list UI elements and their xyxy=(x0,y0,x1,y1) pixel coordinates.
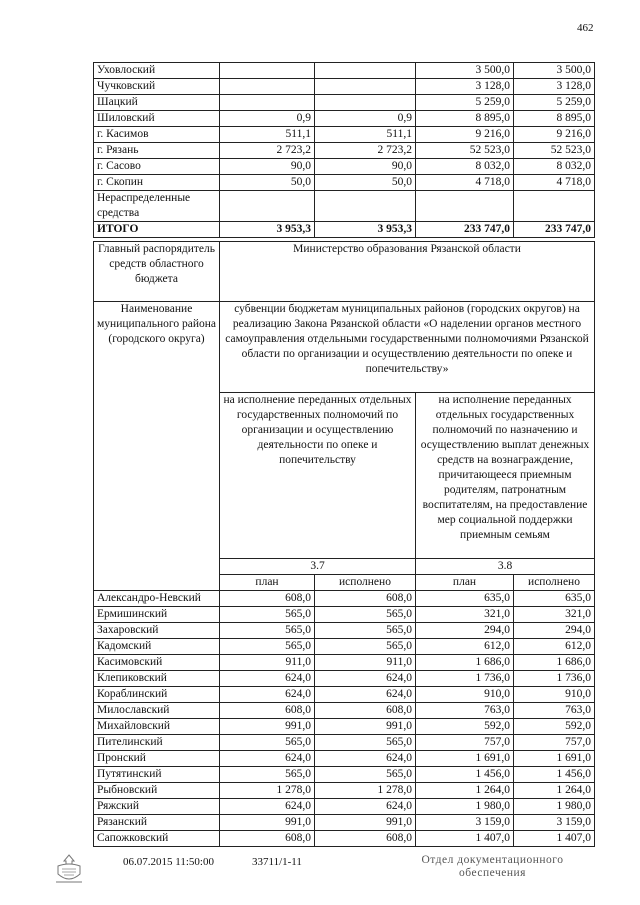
table-row xyxy=(94,767,595,783)
header-plan-a: план xyxy=(220,575,315,591)
total-label: ИТОГО xyxy=(94,222,220,238)
table-row xyxy=(94,831,595,847)
row-value-b2: 592,0 xyxy=(514,719,595,735)
row-name: Ермишинский xyxy=(94,607,220,623)
row-value-c3: 3 500,0 xyxy=(416,63,514,79)
row-name: г. Касимов xyxy=(94,127,220,143)
row-value-c3: 8 032,0 xyxy=(416,159,514,175)
table-row xyxy=(94,815,595,831)
table-row xyxy=(94,735,595,751)
table-row xyxy=(94,111,595,127)
row-value-c3: 9 216,0 xyxy=(416,127,514,143)
header-distributor-value: Министерство образования Рязанской области xyxy=(220,242,595,302)
row-value-b1: 1 686,0 xyxy=(416,655,514,671)
row-value-a1: 624,0 xyxy=(220,671,315,687)
row-value-b1: 1 456,0 xyxy=(416,767,514,783)
row-value-b2: 1 686,0 xyxy=(514,655,595,671)
row-value-b1: 3 159,0 xyxy=(416,815,514,831)
row-value-b2: 1 980,0 xyxy=(514,799,595,815)
row-value-c3: 4 718,0 xyxy=(416,175,514,191)
header-subtitle-a: на исполнение переданных отдельных государственных полномочий по организации и осуществлению деятельности по опеке и попечительству xyxy=(220,393,416,559)
row-value-b2: 1 264,0 xyxy=(514,783,595,799)
table-row xyxy=(94,639,595,655)
row-name: Касимовский xyxy=(94,655,220,671)
row-value-c1 xyxy=(220,95,315,111)
footer-department-stamp: Отдел документационного обеспечения xyxy=(421,854,564,879)
row-value-c3: 3 128,0 xyxy=(416,79,514,95)
row-value-c1 xyxy=(220,63,315,79)
total-value-c2: 3 953,3 xyxy=(315,222,416,238)
total-value-c3: 233 747,0 xyxy=(416,222,514,238)
row-value-a2: 991,0 xyxy=(315,719,416,735)
row-value-c1: 2 723,2 xyxy=(220,143,315,159)
header-label-distributor: Главный распорядитель средств областного бюджета xyxy=(94,242,220,302)
table-row xyxy=(94,159,595,175)
page-number: 462 xyxy=(577,22,594,34)
row-value-a1: 565,0 xyxy=(220,623,315,639)
row-name: Шиловский xyxy=(94,111,220,127)
row-value-b2: 757,0 xyxy=(514,735,595,751)
row-value-c4: 8 032,0 xyxy=(514,159,595,175)
row-value-b2: 612,0 xyxy=(514,639,595,655)
row-name: Пителинский xyxy=(94,735,220,751)
total-row xyxy=(94,222,595,238)
top-table-body xyxy=(94,63,595,238)
row-value-a2: 911,0 xyxy=(315,655,416,671)
row-value-c2 xyxy=(315,79,416,95)
row-value-b1: 910,0 xyxy=(416,687,514,703)
row-name: Кораблинский xyxy=(94,687,220,703)
row-value-a2: 608,0 xyxy=(315,831,416,847)
row-value-a1: 624,0 xyxy=(220,687,315,703)
row-value-a1: 624,0 xyxy=(220,799,315,815)
header-done-a: исполнено xyxy=(315,575,416,591)
main-table xyxy=(93,241,595,847)
row-name: Михайловский xyxy=(94,719,220,735)
row-value-c1: 50,0 xyxy=(220,175,315,191)
row-value-c2: 90,0 xyxy=(315,159,416,175)
row-value-a1: 565,0 xyxy=(220,735,315,751)
table-row xyxy=(94,63,595,79)
row-name: Милославский xyxy=(94,703,220,719)
row-value-c2 xyxy=(315,191,416,222)
row-name: Уховлоский xyxy=(94,63,220,79)
row-value-c3 xyxy=(416,191,514,222)
row-name: Рыбновский xyxy=(94,783,220,799)
row-value-a2: 608,0 xyxy=(315,591,416,607)
row-value-a1: 624,0 xyxy=(220,751,315,767)
row-value-c4: 3 500,0 xyxy=(514,63,595,79)
row-value-b1: 1 980,0 xyxy=(416,799,514,815)
row-value-b2: 1 456,0 xyxy=(514,767,595,783)
table-row xyxy=(94,783,595,799)
row-value-a1: 1 278,0 xyxy=(220,783,315,799)
row-value-a2: 608,0 xyxy=(315,703,416,719)
row-value-c4: 9 216,0 xyxy=(514,127,595,143)
row-name: Кадомский xyxy=(94,639,220,655)
row-value-c4: 4 718,0 xyxy=(514,175,595,191)
row-value-c3: 8 895,0 xyxy=(416,111,514,127)
row-value-a1: 608,0 xyxy=(220,831,315,847)
row-value-a1: 565,0 xyxy=(220,767,315,783)
row-value-b1: 321,0 xyxy=(416,607,514,623)
row-value-c2: 50,0 xyxy=(315,175,416,191)
row-value-a1: 565,0 xyxy=(220,607,315,623)
row-name: Пронский xyxy=(94,751,220,767)
row-value-c1: 90,0 xyxy=(220,159,315,175)
row-value-b2: 635,0 xyxy=(514,591,595,607)
header-code-a: 3.7 xyxy=(220,559,416,575)
table-row xyxy=(94,607,595,623)
row-value-c2: 511,1 xyxy=(315,127,416,143)
row-value-a1: 608,0 xyxy=(220,703,315,719)
row-name: Сапожковский xyxy=(94,831,220,847)
table-row xyxy=(94,175,595,191)
row-value-a2: 624,0 xyxy=(315,799,416,815)
row-name: Рязанский xyxy=(94,815,220,831)
row-value-c2: 2 723,2 xyxy=(315,143,416,159)
row-value-c4: 5 259,0 xyxy=(514,95,595,111)
row-value-b1: 592,0 xyxy=(416,719,514,735)
row-name: Ряжский xyxy=(94,799,220,815)
row-value-b1: 612,0 xyxy=(416,639,514,655)
header-row-distributor xyxy=(94,242,595,302)
table-row xyxy=(94,655,595,671)
table-row xyxy=(94,591,595,607)
table-row xyxy=(94,799,595,815)
row-value-b2: 763,0 xyxy=(514,703,595,719)
row-value-a2: 565,0 xyxy=(315,735,416,751)
total-value-c1: 3 953,3 xyxy=(220,222,315,238)
row-name: Нераспределенные средства xyxy=(94,191,220,222)
row-name: Александро-Невский xyxy=(94,591,220,607)
row-value-a2: 624,0 xyxy=(315,751,416,767)
total-value-c4: 233 747,0 xyxy=(514,222,595,238)
row-value-c1: 0,9 xyxy=(220,111,315,127)
row-value-c2 xyxy=(315,95,416,111)
row-value-b1: 1 264,0 xyxy=(416,783,514,799)
row-name: г. Рязань xyxy=(94,143,220,159)
row-value-a1: 991,0 xyxy=(220,815,315,831)
table-row xyxy=(94,95,595,111)
row-value-a2: 565,0 xyxy=(315,607,416,623)
row-value-c3: 52 523,0 xyxy=(416,143,514,159)
row-value-c2 xyxy=(315,63,416,79)
row-value-c4: 8 895,0 xyxy=(514,111,595,127)
table-row xyxy=(94,671,595,687)
footer-datetime: 06.07.2015 11:50:00 xyxy=(123,856,214,868)
table-row xyxy=(94,191,595,222)
row-value-b2: 294,0 xyxy=(514,623,595,639)
row-value-a2: 565,0 xyxy=(315,623,416,639)
row-value-b2: 1 736,0 xyxy=(514,671,595,687)
header-subtitle-b: на исполнение переданных отдельных государственных полномочий по назначению и осуществлению выплат денежных средств на вознаграждение, причитающееся приемным родителям, патронатным воспитателям, на предоставление мер социальной поддержки приемным семьям xyxy=(416,393,595,559)
coat-of-arms-icon xyxy=(52,852,86,886)
row-value-c1 xyxy=(220,191,315,222)
header-subvention-title: субвенции бюджетам муниципальных районов (городских округов) на реализацию Закона Рязанской области «О наделении органов местного самоуправления отдельными государственными полномочиями Рязанской области по организации и осуществлению деятельности по опеке и попечительству» xyxy=(220,302,595,393)
row-name: Путятинский xyxy=(94,767,220,783)
row-value-b2: 910,0 xyxy=(514,687,595,703)
row-value-a2: 565,0 xyxy=(315,639,416,655)
row-value-c4: 3 128,0 xyxy=(514,79,595,95)
row-value-b2: 3 159,0 xyxy=(514,815,595,831)
table-row xyxy=(94,703,595,719)
row-name: Чучковский xyxy=(94,79,220,95)
table-row xyxy=(94,127,595,143)
row-value-a1: 608,0 xyxy=(220,591,315,607)
header-done-b: исполнено xyxy=(514,575,595,591)
header-row-subvention xyxy=(94,302,595,393)
row-name: Захаровский xyxy=(94,623,220,639)
row-name: Шацкий xyxy=(94,95,220,111)
row-value-b1: 763,0 xyxy=(416,703,514,719)
table-row xyxy=(94,79,595,95)
row-name: г. Сасово xyxy=(94,159,220,175)
row-value-b1: 1 407,0 xyxy=(416,831,514,847)
table-row xyxy=(94,719,595,735)
row-value-b1: 294,0 xyxy=(416,623,514,639)
row-name: г. Скопин xyxy=(94,175,220,191)
row-value-a2: 624,0 xyxy=(315,671,416,687)
table-row xyxy=(94,623,595,639)
row-value-b2: 1 407,0 xyxy=(514,831,595,847)
row-value-b2: 321,0 xyxy=(514,607,595,623)
row-value-b1: 1 691,0 xyxy=(416,751,514,767)
footer-code: 33711/1-11 xyxy=(252,856,302,868)
row-value-a2: 1 278,0 xyxy=(315,783,416,799)
row-value-a1: 565,0 xyxy=(220,639,315,655)
row-value-b2: 1 691,0 xyxy=(514,751,595,767)
main-table-body xyxy=(94,242,595,847)
row-value-b1: 757,0 xyxy=(416,735,514,751)
row-value-a2: 991,0 xyxy=(315,815,416,831)
row-value-c1 xyxy=(220,79,315,95)
row-value-c2: 0,9 xyxy=(315,111,416,127)
row-value-c3: 5 259,0 xyxy=(416,95,514,111)
header-plan-b: план xyxy=(416,575,514,591)
table-row xyxy=(94,687,595,703)
top-table xyxy=(93,62,595,238)
row-value-b1: 635,0 xyxy=(416,591,514,607)
table-row xyxy=(94,751,595,767)
row-value-c4 xyxy=(514,191,595,222)
row-value-a1: 911,0 xyxy=(220,655,315,671)
row-value-a2: 624,0 xyxy=(315,687,416,703)
row-value-a1: 991,0 xyxy=(220,719,315,735)
row-value-c1: 511,1 xyxy=(220,127,315,143)
row-value-c4: 52 523,0 xyxy=(514,143,595,159)
table-row xyxy=(94,143,595,159)
row-value-a2: 565,0 xyxy=(315,767,416,783)
row-value-b1: 1 736,0 xyxy=(416,671,514,687)
header-label-municipality: Наименование муниципального района (городского округа) xyxy=(94,302,220,591)
row-name: Клепиковский xyxy=(94,671,220,687)
header-code-b: 3.8 xyxy=(416,559,595,575)
